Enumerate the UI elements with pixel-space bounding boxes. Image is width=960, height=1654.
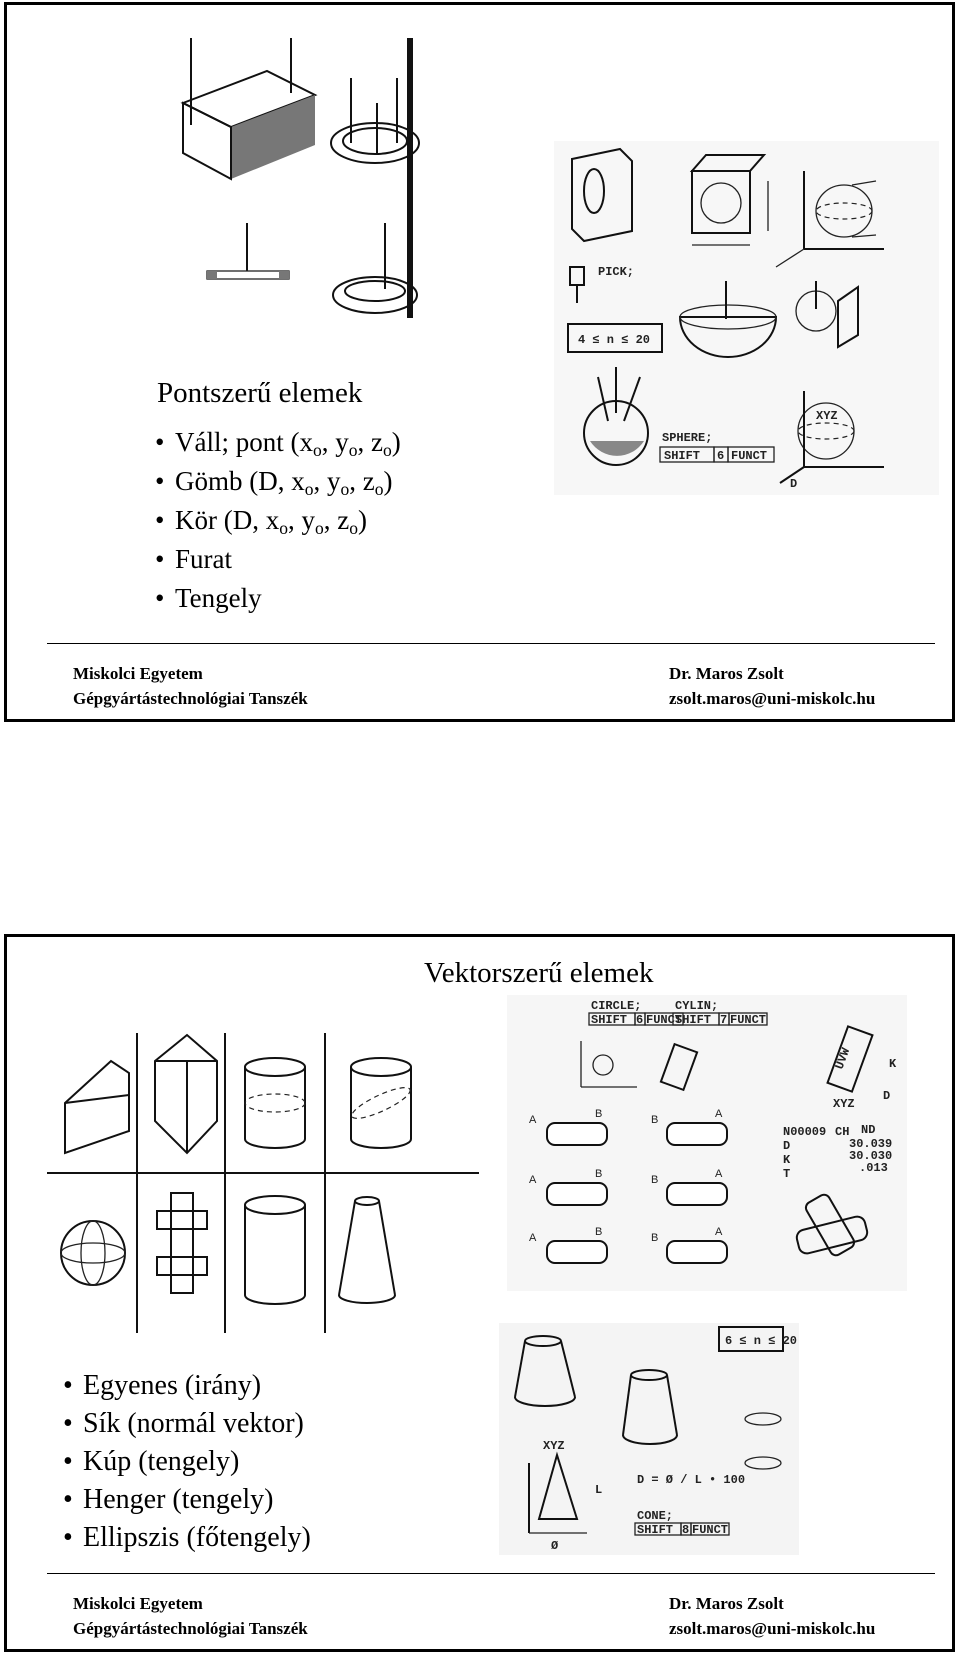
footer-divider xyxy=(47,1573,935,1574)
slide1-title: Pontszerű elemek xyxy=(157,377,363,409)
svg-text:A: A xyxy=(529,1174,537,1186)
svg-text:SHIFT: SHIFT xyxy=(591,1013,628,1027)
footer-email: zsolt.maros@uni-miskolc.hu xyxy=(669,1619,876,1638)
svg-text:6: 6 xyxy=(636,1013,644,1027)
svg-text:UVW: UVW xyxy=(832,1046,854,1072)
footer-university: Miskolci Egyetem xyxy=(73,664,203,683)
footer-author: Dr. Maros Zsolt xyxy=(669,1594,784,1613)
svg-text:B: B xyxy=(651,1174,659,1186)
cone-range-label: 6 ≤ n ≤ 20 xyxy=(725,1334,798,1348)
svg-text:B: B xyxy=(595,1226,603,1238)
cone-formula: D = Ø / L • 100 xyxy=(637,1473,746,1487)
table-header-block: N00009 xyxy=(783,1125,827,1139)
svg-text:D: D xyxy=(883,1089,891,1103)
slide1-bullet-item: • Váll; pont ($x_o$, $y_o$, $z_o$) xyxy=(155,423,401,462)
svg-text:K: K xyxy=(889,1057,897,1071)
slide1-bullet-item: • Kör (D, $x_o$, $y_o$, $z_o$) xyxy=(155,501,401,540)
slide2-bullet-list xyxy=(63,1367,311,1557)
footer-university: Miskolci Egyetem xyxy=(73,1594,203,1613)
probe-contact-illustration xyxy=(167,33,437,323)
svg-text:FUNCT: FUNCT xyxy=(646,1013,683,1027)
svg-text:XYZ: XYZ xyxy=(833,1097,855,1111)
svg-text:A: A xyxy=(529,1114,537,1126)
svg-text:A: A xyxy=(529,1232,537,1244)
svg-text:.013: .013 xyxy=(859,1161,888,1175)
svg-text:A: A xyxy=(715,1226,723,1238)
slide2-bullet-item: • Henger (tengely) xyxy=(63,1481,311,1519)
slide1-bullet-item: • Gömb (D, $x_o$, $y_o$, $z_o$) xyxy=(155,462,401,501)
footer-department: Gépgyártástechnológiai Tanszék xyxy=(73,689,308,708)
d-label: D xyxy=(790,477,798,491)
slide-vector-elements xyxy=(4,934,955,1652)
svg-text:SHIFT: SHIFT xyxy=(675,1013,712,1027)
cone-probing-illustration xyxy=(499,1323,799,1555)
svg-text:FUNCT: FUNCT xyxy=(730,1013,767,1027)
cylinder-probing-illustration xyxy=(507,995,907,1291)
sphere-label: SPHERE; xyxy=(662,431,713,445)
svg-text:SHIFT: SHIFT xyxy=(637,1523,674,1537)
footer-email: zsolt.maros@uni-miskolc.hu xyxy=(669,689,876,708)
slide1-bullet-list xyxy=(155,423,401,618)
slide2-title: Vektorszerű elemek xyxy=(424,957,654,989)
slide2-bullet-item: • Kúp (tengely) xyxy=(63,1443,311,1481)
footer-divider xyxy=(47,643,935,644)
circle-label: CIRCLE; xyxy=(591,999,642,1013)
geometric-solids-grid xyxy=(47,1033,479,1343)
svg-text:30.039: 30.039 xyxy=(849,1137,893,1151)
svg-text:XYZ: XYZ xyxy=(543,1439,565,1453)
cone-label: CONE; xyxy=(637,1509,674,1523)
svg-text:B: B xyxy=(651,1232,659,1244)
svg-text:ND: ND xyxy=(861,1123,876,1137)
svg-text:30.030: 30.030 xyxy=(849,1149,893,1163)
slide2-bullet-item: • Sík (normál vektor) xyxy=(63,1405,311,1443)
key-number-label: 6 xyxy=(717,449,725,463)
svg-text:8: 8 xyxy=(682,1523,690,1537)
svg-text:D: D xyxy=(783,1139,791,1153)
shift-key-label: SHIFT xyxy=(664,449,701,463)
svg-text:B: B xyxy=(595,1168,603,1180)
svg-text:A: A xyxy=(715,1108,723,1120)
probing-examples-illustration xyxy=(554,141,939,495)
slide1-bullet-item: • Furat xyxy=(155,540,401,579)
svg-text:Ø: Ø xyxy=(551,1539,559,1553)
cylin-label: CYLIN; xyxy=(675,999,719,1013)
slide2-bullet-item: • Egyenes (irány) xyxy=(63,1367,311,1405)
svg-text:7: 7 xyxy=(720,1013,728,1027)
pick-label: PICK; xyxy=(598,265,635,279)
svg-text:B: B xyxy=(651,1114,659,1126)
xyz-label: XYZ xyxy=(816,409,838,423)
svg-text:CH: CH xyxy=(835,1125,850,1139)
funct-key-label: FUNCT xyxy=(731,449,768,463)
svg-text:K: K xyxy=(783,1153,791,1167)
slide2-bullet-item: • Ellipszis (főtengely) xyxy=(63,1519,311,1557)
svg-text:FUNCT: FUNCT xyxy=(692,1523,729,1537)
svg-text:A: A xyxy=(715,1168,723,1180)
svg-text:L: L xyxy=(595,1483,603,1497)
svg-text:T: T xyxy=(783,1167,791,1181)
slide-point-elements xyxy=(4,2,955,722)
range-label: 4 ≤ n ≤ 20 xyxy=(578,333,651,347)
slide1-bullet-item: • Tengely xyxy=(155,579,401,618)
footer-department: Gépgyártástechnológiai Tanszék xyxy=(73,1619,308,1638)
svg-text:B: B xyxy=(595,1108,603,1120)
footer-author: Dr. Maros Zsolt xyxy=(669,664,784,683)
